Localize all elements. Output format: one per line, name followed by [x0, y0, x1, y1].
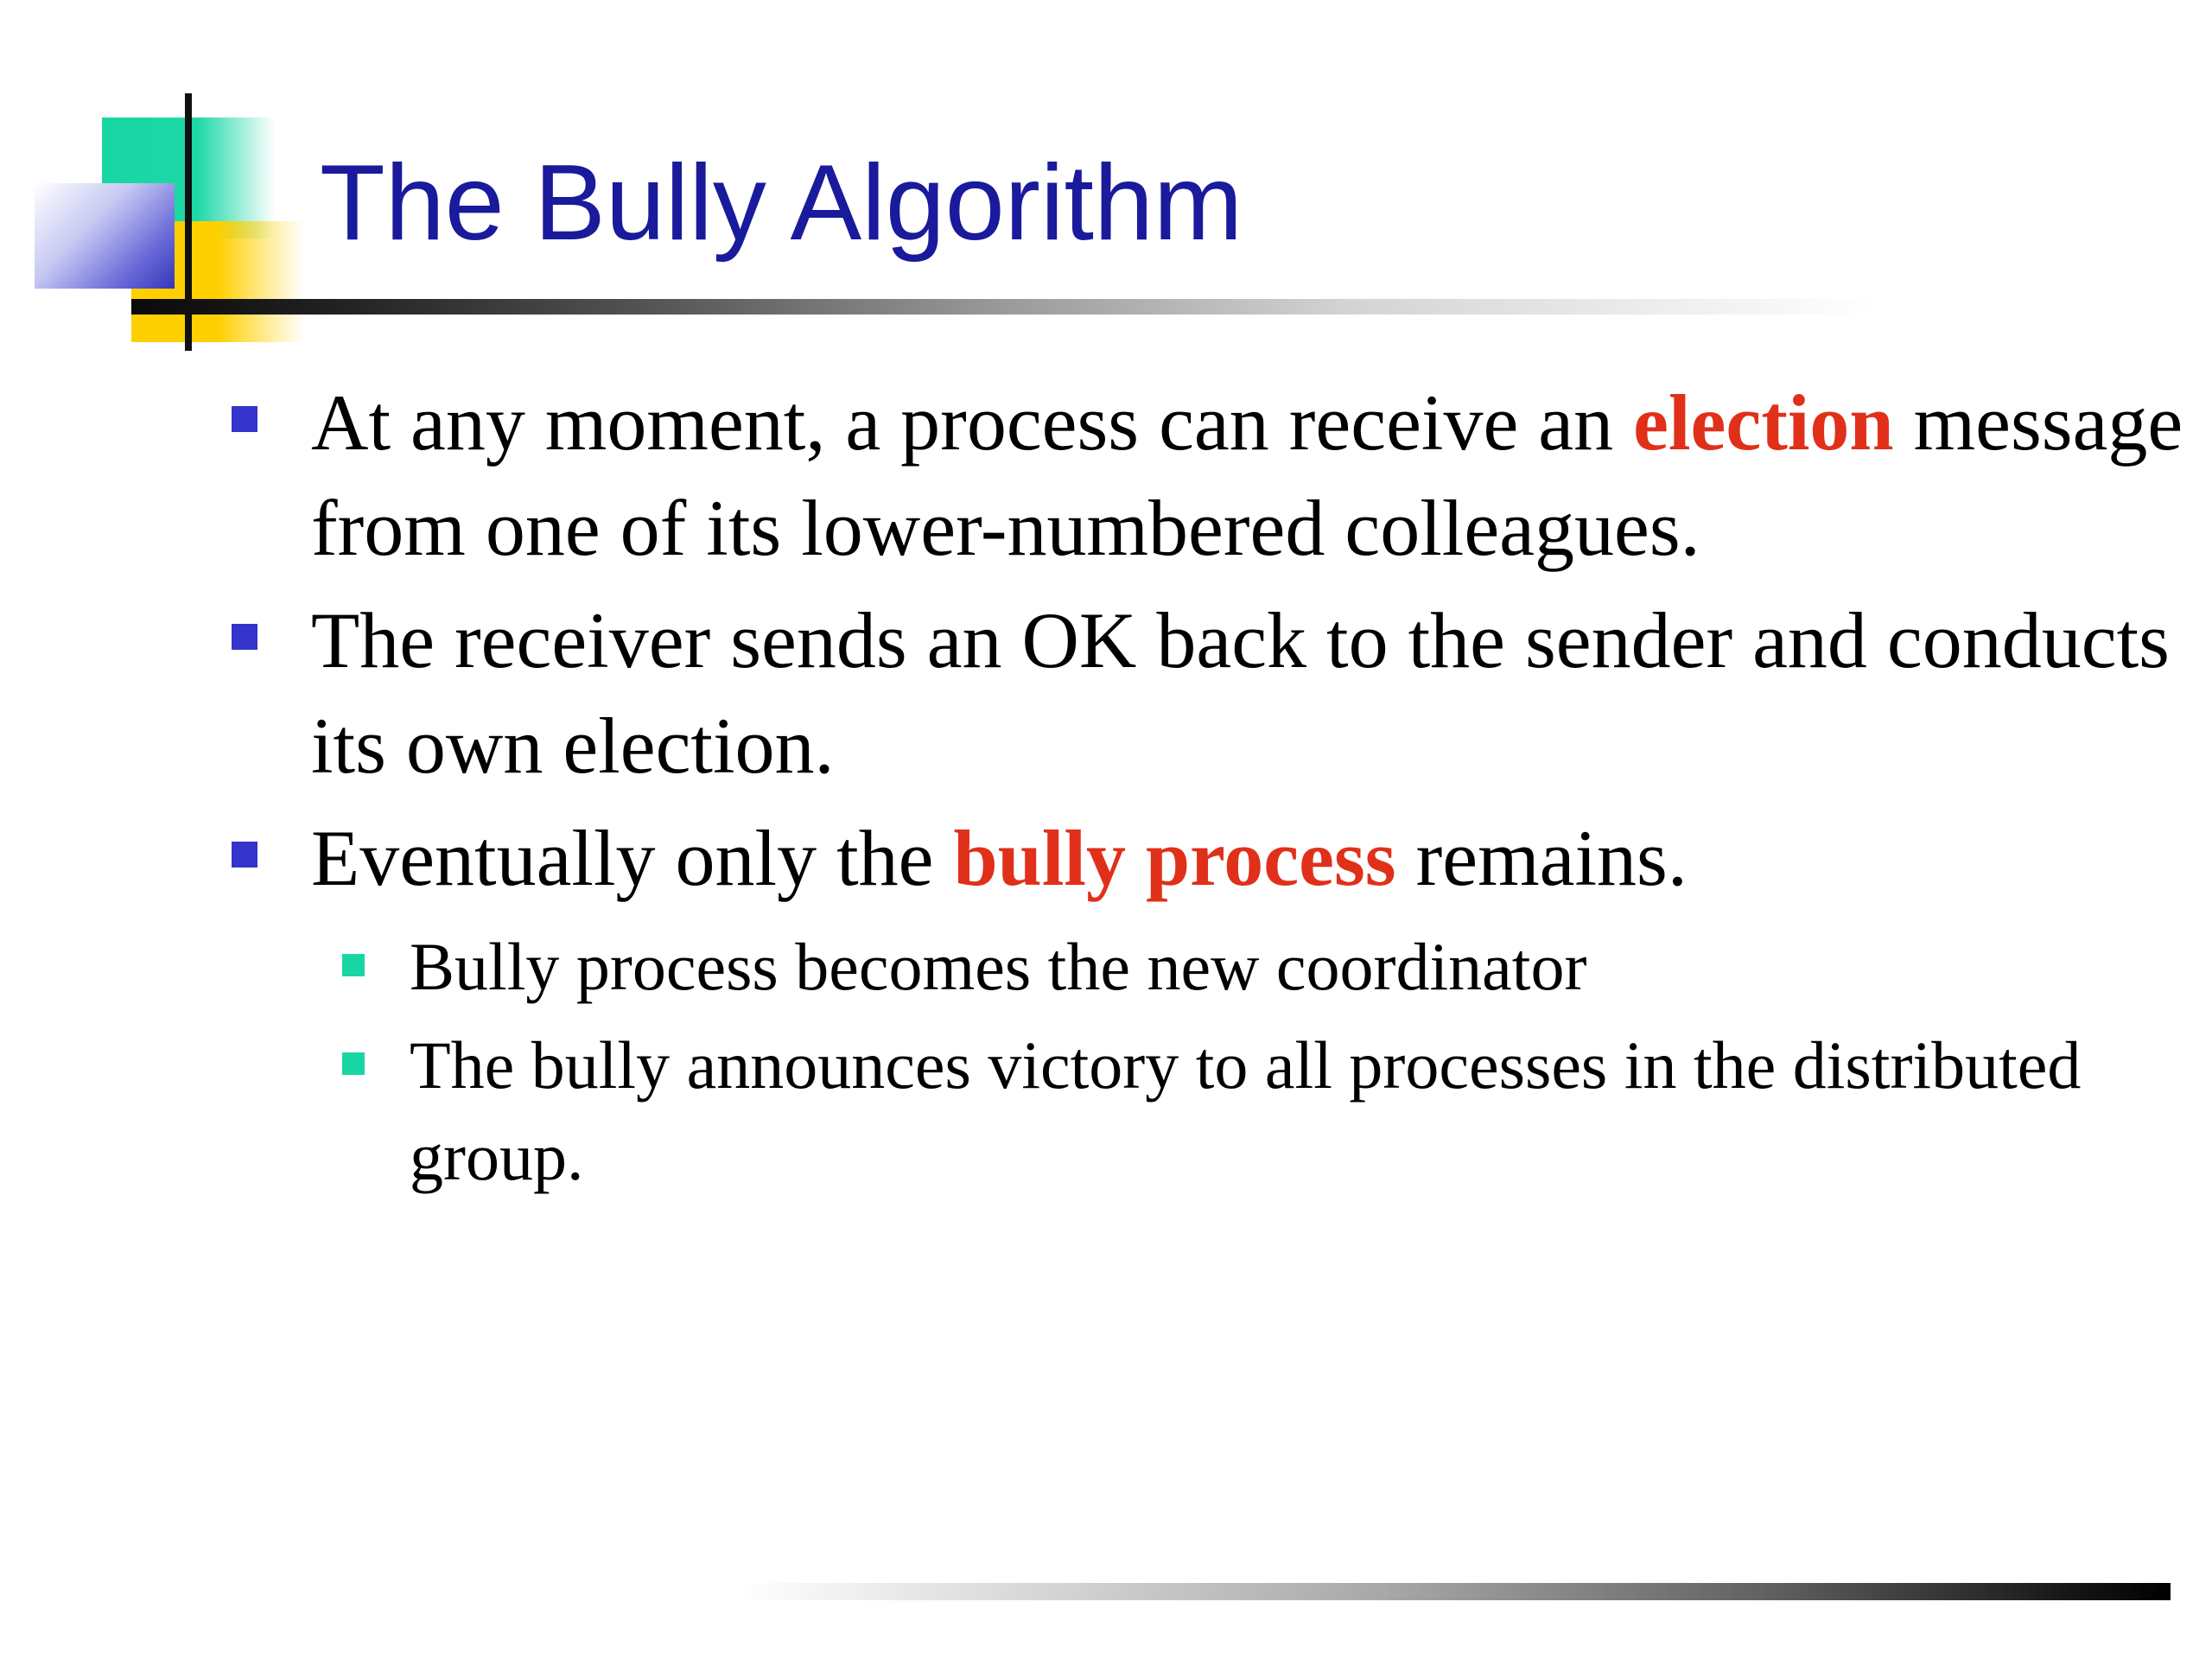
square-sub-bullet-icon	[342, 1052, 365, 1075]
square-sub-bullet-icon	[342, 954, 365, 976]
bullet-text: Eventually only the bully process remains.	[311, 814, 1688, 902]
title-underline-bar	[131, 299, 1877, 315]
square-bullet-icon	[232, 624, 257, 650]
square-bullet-icon	[232, 842, 257, 868]
square-bullet-icon	[232, 406, 257, 432]
decorative-blue-square	[35, 183, 175, 289]
footer-gradient-bar	[740, 1583, 2171, 1600]
sub-bullet-text: Bully process becomes the new coordinator	[410, 929, 1587, 1004]
bullet-text: At any moment, a process can receive an election message from one of its lower-numbered colleagues.	[311, 378, 2183, 572]
highlighted-term: election	[1633, 378, 1894, 467]
highlighted-term: bully process	[953, 814, 1396, 902]
sub-bullet-text: The bully announces victory to all processes in the distributed group.	[410, 1027, 2082, 1194]
bullet-text: The receiver sends an OK back to the sender and conducts its own election.	[311, 596, 2170, 790]
slide-title: The Bully Algorithm	[320, 143, 1243, 263]
decorative-vertical-line	[185, 93, 192, 351]
